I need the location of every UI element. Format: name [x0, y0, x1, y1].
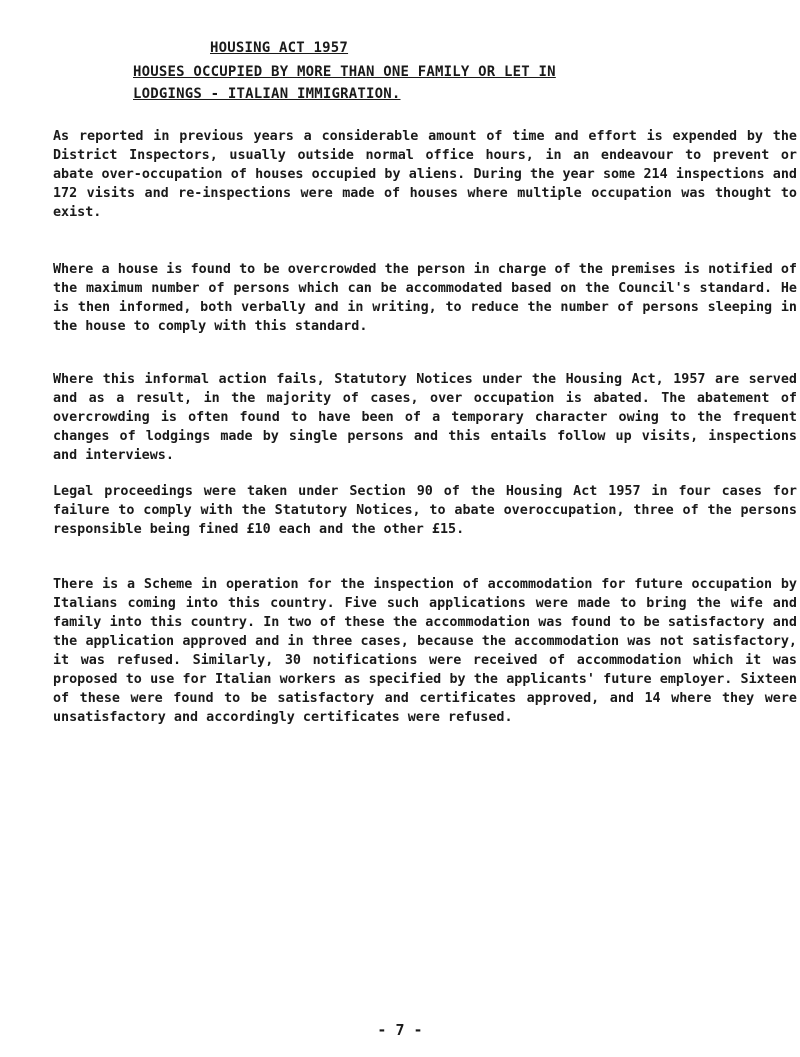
page-number: - 7 -: [377, 1021, 423, 1039]
act-heading: HOUSING ACT 1957: [210, 40, 349, 56]
paragraph-italian-scheme: There is a Scheme in operation for the inspection of accommodation for future occupation by Italians coming into this country. Five such applications were made to bring the wife and family into this country. In two of these the accommodation was found to be satisfactory and the application approved and in three cases, because the accommodation was not satisfactory, it was refused. Similarly, 30 notifications were received of accommodation which it was proposed to use for Italian workers as specified by the applicants' future employer. Sixteen of these were found to be satisfactory and certificates approved, and 14 where they were unsatisfactory and accordingly certificates were refused.: [53, 577, 797, 725]
paragraph-legal-proceedings: Legal proceedings were taken under Section 90 of the Housing Act 1957 in four cases for failure to comply with the Statutory Notices, to abate overoccupation, three of the persons responsible being fined £10 each and the other £15.: [53, 484, 797, 537]
section-heading-line1: HOUSES OCCUPIED BY MORE THAN ONE FAMILY OR LET IN: [133, 64, 556, 80]
paragraph-statutory-notices: Where this informal action fails, Statutory Notices under the Housing Act, 1957 are served and as a result, in the majority of cases, over occupation is abated. The abatement of overcrowding is often found to have been of a temporary character owing to the frequent changes of lodgings made by single persons and this entails follow up visits, inspections and interviews.: [53, 372, 797, 463]
section-heading-line2: LODGINGS - ITALIAN IMMIGRATION.: [133, 86, 401, 102]
paragraph-inspections: As reported in previous years a considerable amount of time and effort is expended by the District Inspectors, usually outside normal office hours, in an endeavour to prevent or abate over-occupation of houses occupied by aliens. During the year some 214 inspections and 172 visits and re-inspections were made of houses where multiple occupation was thought to exist.: [53, 129, 797, 220]
paragraph-overcrowding-notice: Where a house is found to be overcrowded the person in charge of the premises is notified of the maximum number of persons which can be accommodated based on the Council's standard. He is then informed, both verbally and in writing, to reduce the number of persons sleeping in the house to comply with this standard.: [53, 262, 797, 334]
